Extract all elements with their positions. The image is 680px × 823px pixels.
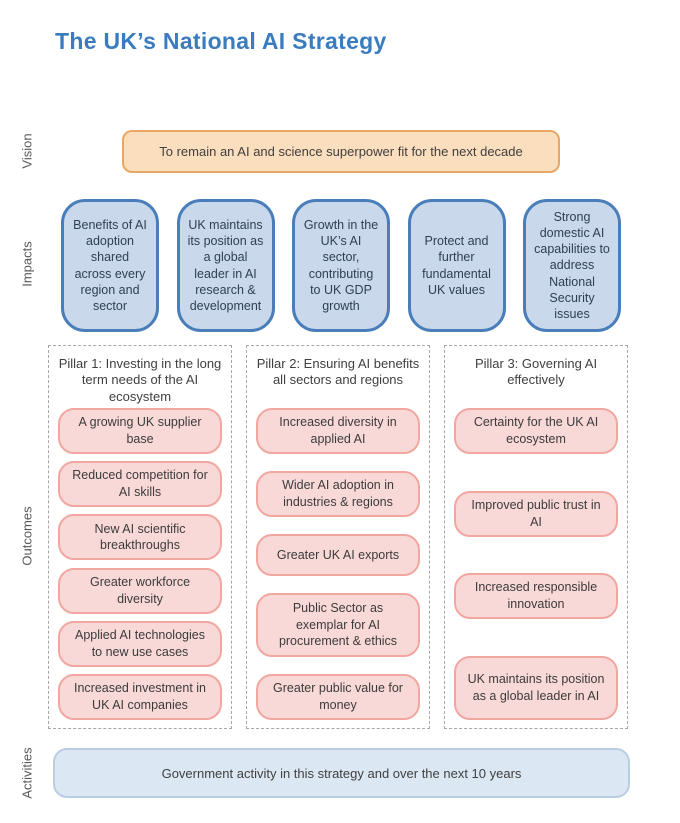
outcome-text: Improved public trust in AI [471,497,601,529]
outcome-box [58,621,222,667]
outcome-box [256,471,420,517]
outcome-text: Increased diversity in applied AI [279,415,397,446]
outcome-text: Public Sector as exemplar for AI procurement & ethics [278,600,398,649]
impact-box-1 [61,199,159,332]
pillar-1 [48,345,232,729]
vision-text: To remain an AI and science superpower fit for the next decade [159,144,523,159]
pillar-2-header: Pillar 2: Ensuring AI benefits all sectors and regions [256,356,420,388]
outcome-box [454,408,618,454]
pillar-2 [246,345,430,729]
outcome-box [256,534,420,576]
outcome-box [58,674,222,720]
impact-text-3: Growth in the UK’s AI sector, contributing to UK GDP growth [303,217,379,313]
outcome-box [58,568,222,614]
pillar-3-body [445,404,627,728]
outcome-text: Reduced competition for AI skills [72,468,208,500]
pillar-2-body [247,404,429,728]
vision-box [122,130,560,173]
outcome-text: Certainty for the UK AI ecosystem [473,415,599,446]
impact-text-4: Protect and further fundamental UK values [422,234,491,297]
outcome-box [454,573,618,619]
row-label-vision: Vision [19,133,35,169]
impact-box-3 [292,199,390,332]
row-label-impacts: Impacts [19,241,35,287]
outcome-text: A growing UK supplier base [78,415,202,446]
pillars-row [48,345,628,729]
impact-text-5: Strong domestic AI capabilities to address National Security issues [534,209,610,322]
outcome-box [58,408,222,454]
page-title: The UK’s National AI Strategy [55,28,387,54]
activities-text: Government activity in this strategy and over the next 10 years [161,765,522,781]
outcome-text: Greater UK AI exports [276,547,400,562]
row-label-outcomes: Outcomes [19,506,35,566]
pillar-3-header: Pillar 3: Governing AI effectively [474,356,598,388]
impacts-row [61,199,621,332]
outcome-text: Increased responsible innovation [474,580,598,612]
row-label-activities: Activities [19,747,35,799]
impact-text-2: UK maintains its position as a global leader in AI research & development [187,217,264,313]
outcome-text: UK maintains its position as a global leader in AI [467,672,605,703]
outcome-box [454,491,618,537]
outcome-box [58,514,222,560]
pillar-1-header: Pillar 1: Investing in the long term needs of the AI ecosystem [58,356,222,404]
activities-box [53,748,630,798]
outcome-box [454,656,618,720]
outcome-text: Greater public value for money [273,681,403,712]
pillar-3 [444,345,628,729]
outcome-box [256,593,420,657]
impact-box-2 [177,199,275,332]
outcome-text: Wider AI adoption in industries & regions [282,478,394,509]
outcome-text: Applied AI technologies to new use cases [75,627,205,659]
impact-box-5 [523,199,621,332]
outcome-text: New AI scientific breakthroughs [94,521,186,553]
pillar-1-body [49,404,231,728]
outcome-text: Increased investment in UK AI companies [73,681,206,712]
impact-box-4 [408,199,506,332]
outcome-box [256,408,420,454]
outcome-box [256,674,420,720]
impact-text-1: Benefits of AI adoption shared across every region and sector [73,217,147,313]
outcome-text: Greater workforce diversity [89,574,191,606]
outcome-box [58,461,222,507]
